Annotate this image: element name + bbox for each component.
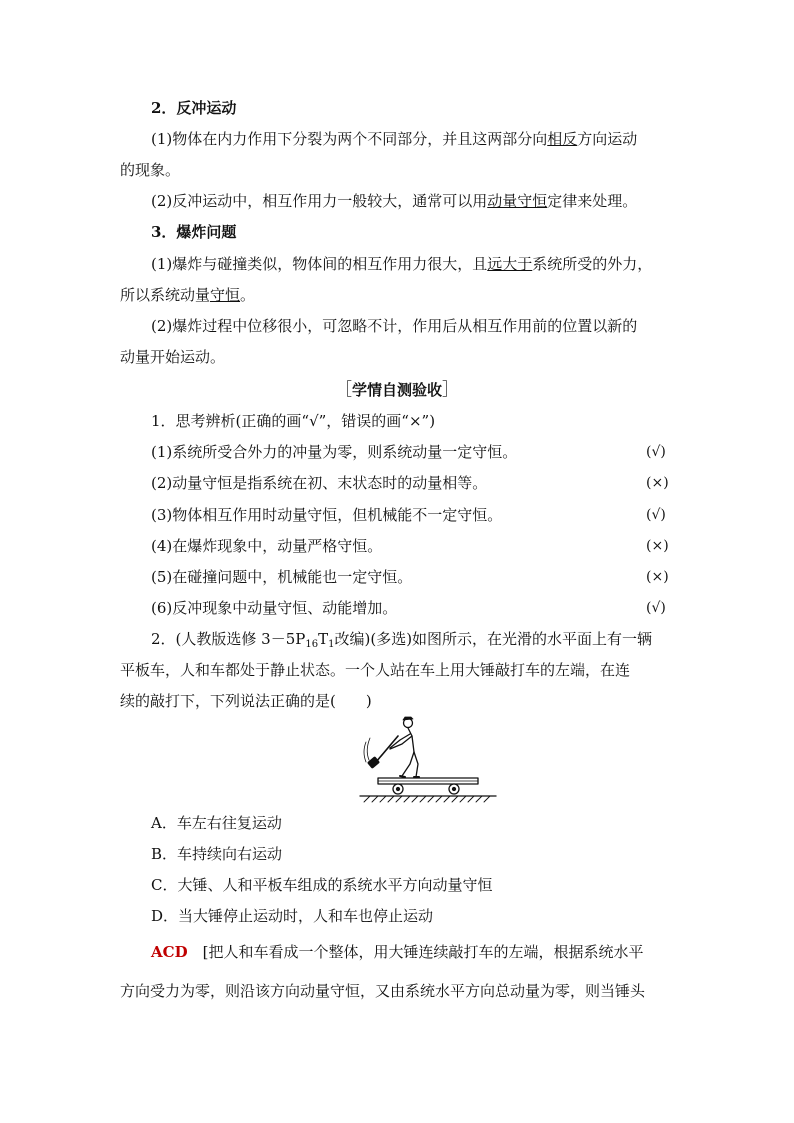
judgement-mark-4: (×) [646,538,669,554]
judgement-item-4: (4)在爆炸现象中，动量严格守恒。 [151,537,383,555]
question-2-stem-line-1: 2．(人教版选修 $3-5P_{16}T_1$改编)(多选)如图所示，在光滑的水平面上有一辆 [151,630,653,650]
answer-line-1: ACD [把人和车看成一个整体，用大锤连续敲打车的左端，根据系统水平 [151,943,644,961]
person-leg-back [414,752,418,777]
section-2-paragraph-1-cont: 的现象。 [120,161,181,179]
judgement-item-2: (2)动量守恒是指系统在初、末状态时的动量相等。 [151,474,488,492]
judgement-mark-5: (×) [646,569,669,585]
judgement-mark-6: (√) [646,600,666,616]
person-leg-front [402,752,414,776]
answer-line-2: 方向受力为零，则沿该方向动量守恒，又由系统水平方向总动量为零，则当锤头 [120,982,646,1000]
judgement-mark-2: (×) [646,475,669,491]
answer-label: ACD [151,943,188,961]
section-3-paragraph-1: (1)爆炸与碰撞类似，物体间的相互作用力很大，且远大于系统所受的外力， [151,255,653,273]
judgement-item-3: (3)物体相互作用时动量守恒，但机械能不一定守恒。 [151,506,503,524]
hammer-cart-illustration [358,712,498,804]
section-2-title: 2．反冲运动 [151,99,237,117]
section-3-paragraph-2: (2)爆炸过程中位移很小，可忽略不计，作用后从相互作用前的位置以新的 [151,317,638,335]
section-3-title: 3．爆炸问题 [151,223,237,241]
question-2-figure [358,712,498,808]
self-check-header: ［学情自测验收］ [334,380,459,400]
judgement-item-6: (6)反冲现象中动量守恒、动能增加。 [151,599,398,617]
section-3-paragraph-2-cont: 动量开始运动。 [120,348,226,366]
section-2-paragraph-1: (1)物体在内力作用下分裂为两个不同部分，并且这两部分向相反方向运动 [151,130,638,148]
ground-hatching [364,796,490,802]
option-d: D．当大锤停止运动时，人和车也停止运动 [151,907,434,925]
section-2-paragraph-2: (2)反冲运动中，相互作用力一般较大，通常可以用动量守恒定律来处理。 [151,192,638,210]
judgement-item-5: (5)在碰撞问题中，机械能也一定守恒。 [151,568,413,586]
person-torso [408,728,414,752]
judgement-item-1: (1)系统所受合外力的冲量为零，则系统动量一定守恒。 [151,443,518,461]
hammer-handle [376,736,398,762]
option-c: C．大锤、人和平板车组成的系统水平方向动量守恒 [151,876,493,894]
judgement-mark-1: (√) [646,444,666,460]
option-a: A．车左右往复运动 [151,814,282,832]
question-2-stem-line-2: 平板车，人和车都处于静止状态。一个人站在车上用大锤敲打车的左端，在连 [120,661,631,679]
question-2-stem-line-3: 续的敲打下，下列说法正确的是( ) [120,692,372,710]
option-b: B．车持续向右运动 [151,845,283,863]
hammer-head [368,757,379,768]
section-3-paragraph-1-cont: 所以系统动量守恒。 [120,286,256,304]
judgement-mark-3: (√) [646,507,666,523]
question-1-title: 1．思考辨析(正确的画“√”，错误的画“×”) [151,412,436,430]
